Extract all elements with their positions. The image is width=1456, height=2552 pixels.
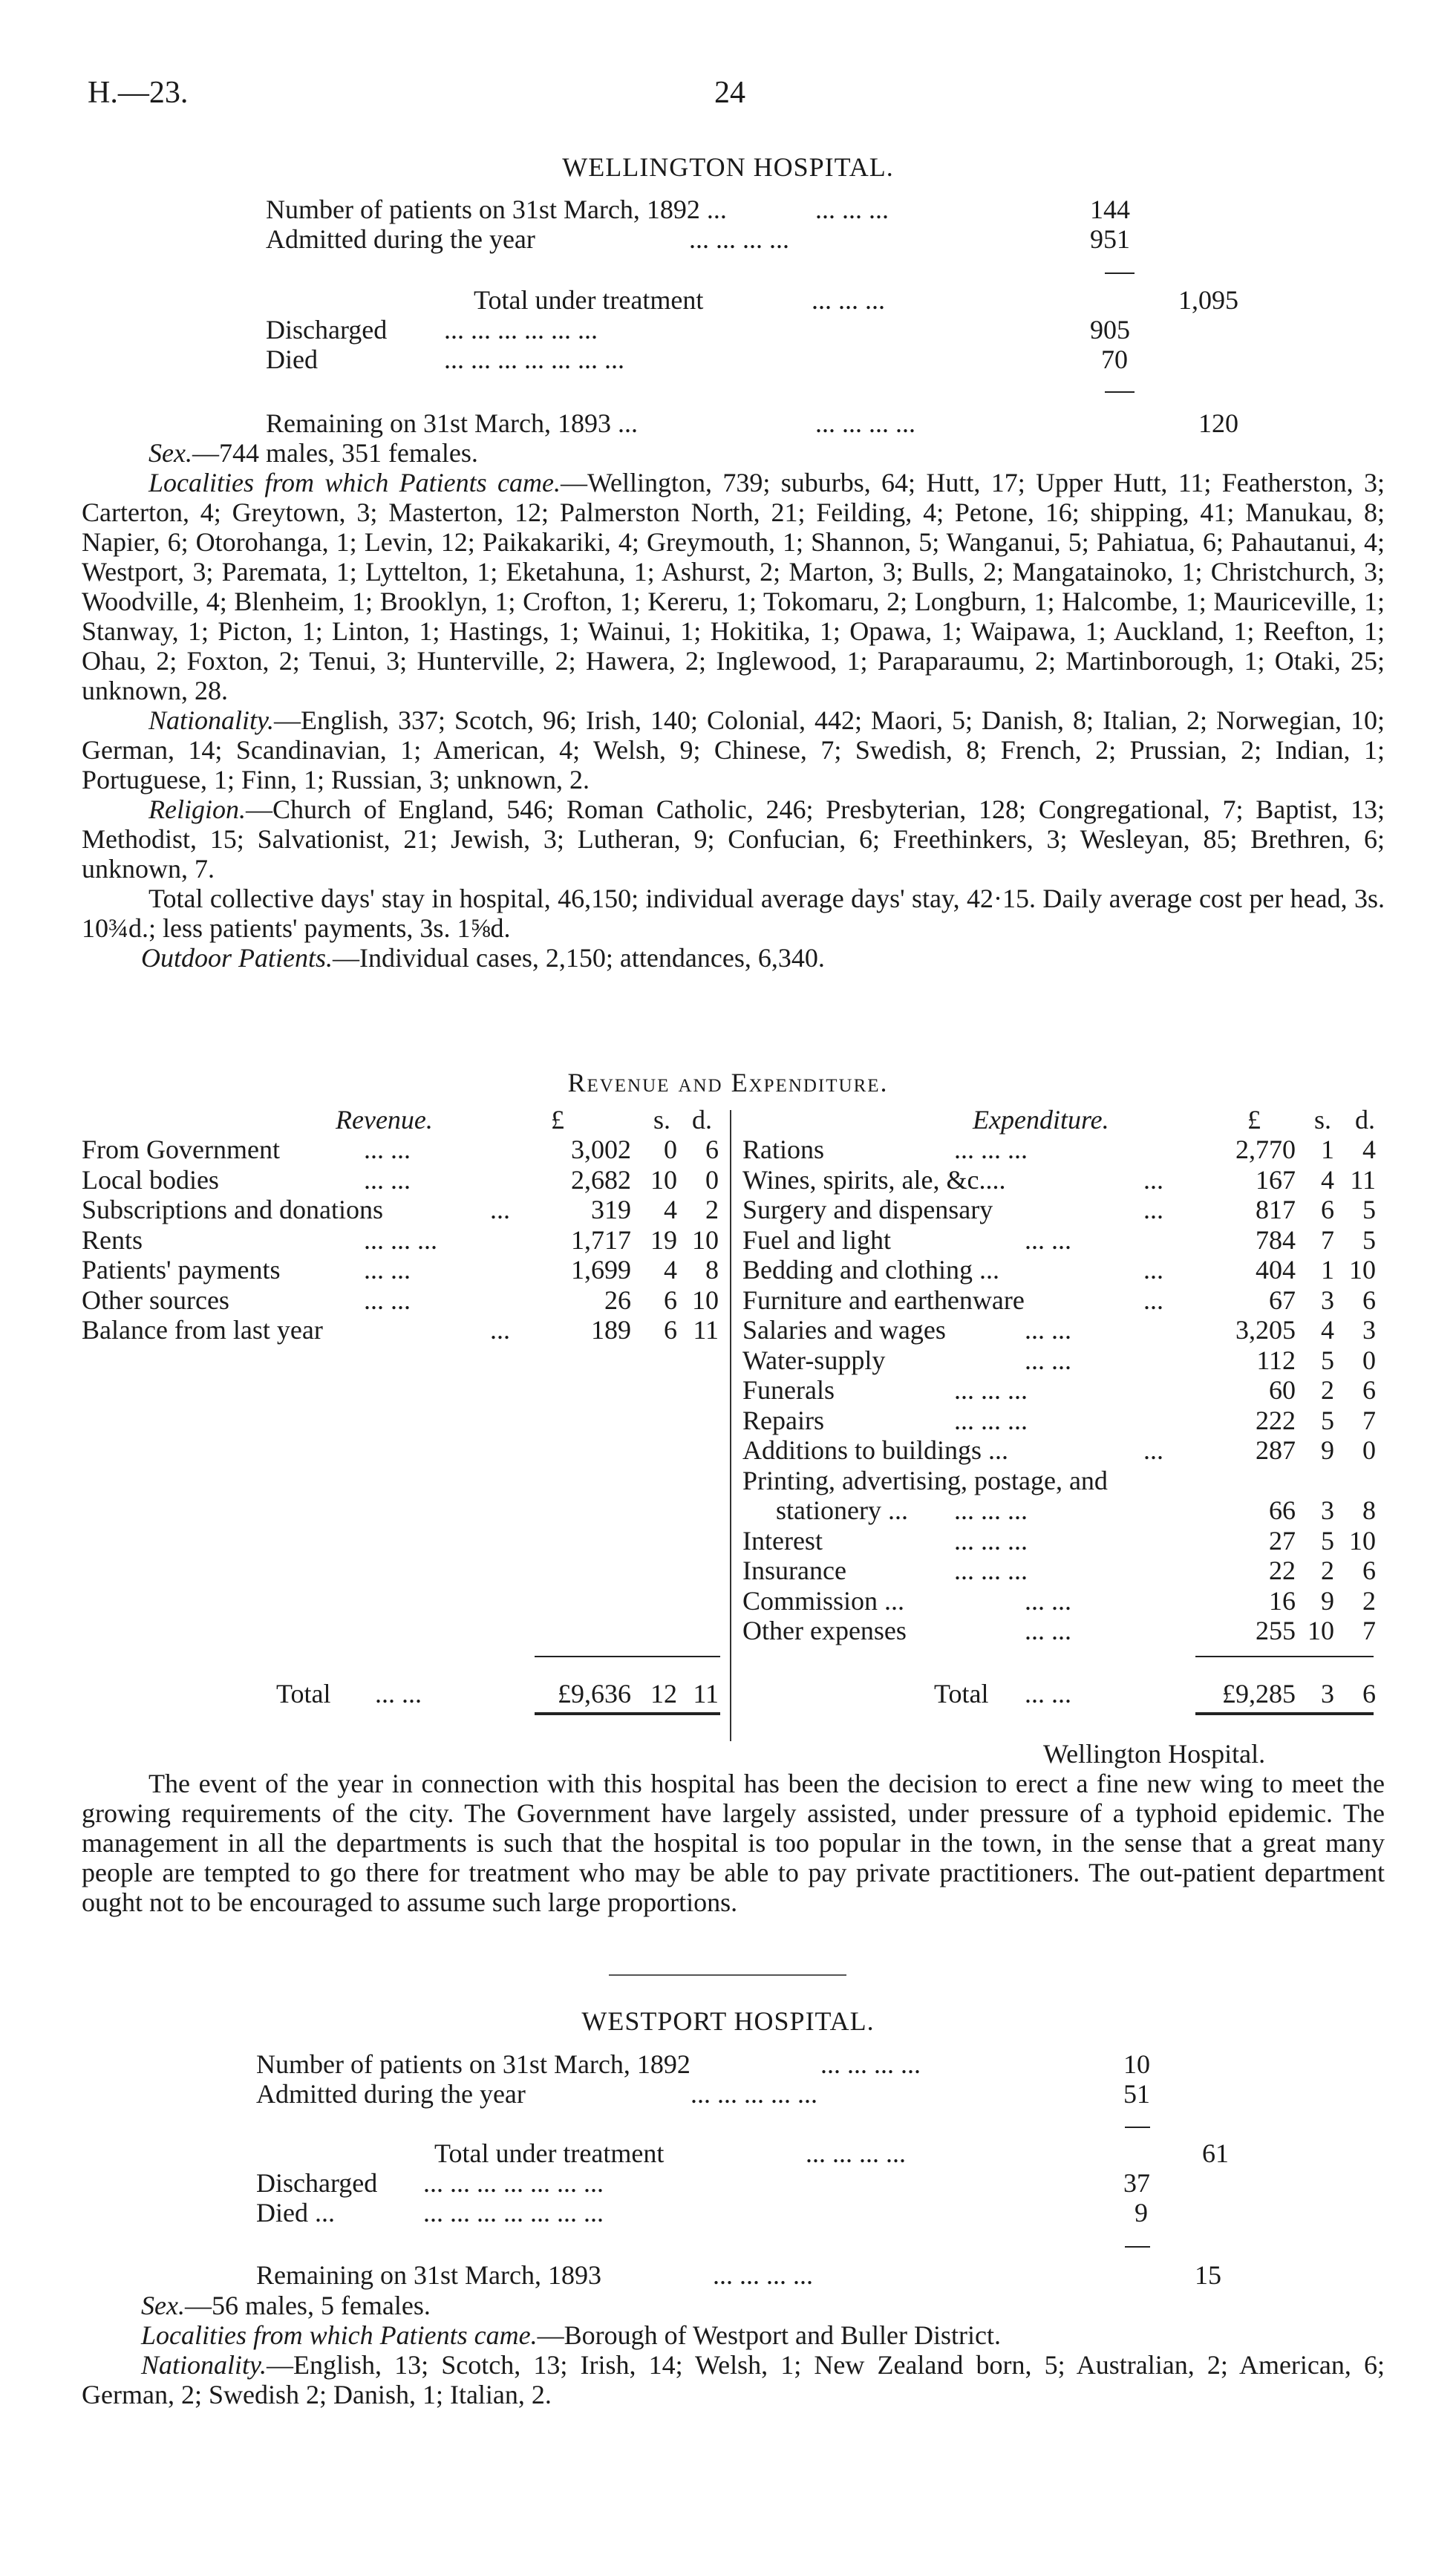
stat-leader-dots: ... ... ... ... ... ... (444, 315, 598, 345)
expenditure-pounds: 222 (1256, 1405, 1296, 1435)
expenditure-item: Interest (742, 1525, 823, 1556)
expenditure-pounds: 784 (1256, 1224, 1296, 1255)
expenditure-item: Bedding and clothing ... (742, 1255, 999, 1285)
revenue-pounds: 1,699 (571, 1255, 631, 1285)
total-pounds: £9,636 (558, 1679, 631, 1709)
revenue-leader-dots: ... ... (364, 1255, 411, 1285)
expenditure-shillings: 5 (1321, 1405, 1334, 1435)
expenditure-row (0, 1435, 1456, 1465)
expenditure-item: stationery ... (776, 1495, 908, 1525)
revenue-double-rule (535, 1712, 720, 1715)
expenditure-item: Fuel and light (742, 1224, 891, 1255)
expenditure-row (0, 1255, 1456, 1285)
total-pence: 6 (1362, 1679, 1376, 1709)
revenue-leader-dots: ... (490, 1195, 510, 1224)
westport-details (82, 2291, 1385, 2409)
total-pounds: £9,285 (1222, 1679, 1296, 1709)
localities-text: —Borough of Westport and Buller District. (537, 2320, 1001, 2350)
stat-leader-dots: ... ... ... ... ... (691, 2079, 817, 2109)
expenditure-pence: 4 (1362, 1135, 1376, 1164)
expenditure-pounds: 3,205 (1235, 1315, 1296, 1345)
revenue-pounds: 1,717 (571, 1224, 631, 1255)
revenue-pounds: 26 (604, 1285, 631, 1315)
expenditure-leader-dots: ... (1143, 1435, 1163, 1465)
expenditure-leader-dots: ... ... ... (954, 1135, 1028, 1164)
total-dots: ... ... (375, 1679, 422, 1709)
expenditure-shillings: 4 (1321, 1315, 1334, 1345)
expenditure-row (0, 1285, 1456, 1315)
revenue-item: Balance from last year (82, 1315, 323, 1345)
stat-leader-dots: ... ... ... ... (806, 2138, 906, 2168)
stat-label: Discharged (256, 2168, 378, 2198)
expenditure-item: Commission ... (742, 1585, 905, 1616)
expenditure-shillings: 9 (1321, 1585, 1334, 1616)
expenditure-leader-dots: ... ... (1025, 1585, 1071, 1616)
stat-label: Died ... (256, 2198, 335, 2228)
revenue-leader-dots: ... ... (364, 1164, 411, 1195)
expenditure-pounds: 287 (1256, 1435, 1296, 1465)
expenditure-leader-dots: ... ... ... (954, 1405, 1028, 1435)
stay-paragraph: Total collective days' stay in hospital, 46,150; individual average days' stay, 42·15. Daily average cost per head, 3s. 10¾d.; less patients' payments, 3s. 1⅝d. (82, 884, 1385, 943)
localities-label: Localities from which Patients came. (141, 2320, 538, 2350)
stat-leader-dots: ... ... ... ... ... ... ... (423, 2198, 604, 2228)
stat-leader-dots: ... ... ... (812, 285, 885, 315)
expenditure-shillings: 9 (1321, 1435, 1334, 1465)
stat-label: Discharged (266, 315, 388, 345)
expenditure-double-rule (1195, 1712, 1374, 1715)
westport-hospital-title: WESTPORT HOSPITAL. (581, 2006, 875, 2036)
stat-total: 15 (1195, 2260, 1221, 2290)
sex-text: —744 males, 351 females. (192, 438, 478, 468)
nationality-paragraph (82, 2350, 1385, 2409)
stat-label: Total under treatment (434, 2138, 665, 2168)
col-pence: d. (1355, 1105, 1375, 1135)
revenue-leader-dots: ... ... (364, 1285, 411, 1315)
revenue-pence: 11 (693, 1315, 719, 1345)
expenditure-pence: 6 (1362, 1375, 1376, 1405)
revenue-item: Local bodies (82, 1164, 219, 1195)
stat-value: 951 (1090, 224, 1130, 254)
stat-leader-dots: ... ... ... ... ... ... ... (423, 2168, 604, 2198)
expenditure-pence: 7 (1362, 1616, 1376, 1645)
expenditure-leader-dots: ... ... ... (954, 1375, 1028, 1405)
revenue-item: Other sources (82, 1285, 229, 1315)
col-pounds: £ (551, 1105, 564, 1135)
expenditure-pounds: 16 (1269, 1585, 1296, 1616)
revenue-pounds: 319 (591, 1195, 631, 1224)
revenue-shillings: 19 (650, 1224, 677, 1255)
expenditure-pence: 0 (1362, 1345, 1376, 1375)
expenditure-pounds: 66 (1269, 1495, 1296, 1525)
stat-value: 9 (1135, 2198, 1148, 2228)
revenue-shillings: 6 (664, 1315, 677, 1345)
expenditure-item: Surgery and dispensary (742, 1195, 993, 1224)
nationality-text: —English, 13; Scotch, 13; Irish, 14; Welsh, 1; New Zealand born, 5; Australian, 2; American, 6; German, 2; Swedish 2; Danish, 1; Italian, 2. (82, 2350, 1385, 2409)
expenditure-shillings: 3 (1321, 1285, 1334, 1315)
expenditure-item: Furniture and earthenware (742, 1285, 1025, 1315)
expenditure-pence: 2 (1362, 1585, 1376, 1616)
revenue-total-row (0, 1679, 1456, 1709)
expenditure-pence: 10 (1349, 1255, 1376, 1285)
total-dots: ... ... (1025, 1679, 1071, 1709)
sex-paragraph (82, 2291, 1385, 2320)
revenue-pounds: 189 (591, 1315, 631, 1345)
sex-text: —56 males, 5 females. (184, 2291, 431, 2320)
revenue-leader-dots: ... ... ... (364, 1224, 437, 1255)
total-shillings: 3 (1321, 1679, 1334, 1709)
stat-value: 905 (1090, 315, 1130, 345)
expenditure-item: Wines, spirits, ale, &c.... (742, 1164, 1006, 1195)
expenditure-pounds: 112 (1256, 1345, 1296, 1375)
revenue-item: From Government (82, 1135, 280, 1164)
revenue-item: Subscriptions and donations (82, 1195, 383, 1224)
revenue-item: Rents (82, 1224, 143, 1255)
religion-label: Religion. (148, 794, 246, 824)
stat-value: 10 (1123, 2049, 1150, 2079)
stat-label: Number of patients on 31st March, 1892 ... (266, 195, 727, 224)
sex-label: Sex. (148, 438, 192, 468)
expenditure-pounds: 404 (1256, 1255, 1296, 1285)
stat-total: 120 (1198, 408, 1238, 438)
nationality-label: Nationality. (148, 705, 275, 735)
stat-label: Died (266, 345, 318, 374)
stat-row (256, 2260, 1236, 2290)
expenditure-row (0, 1135, 1456, 1164)
finance-heading: Revenue and Expenditure. (567, 1068, 889, 1097)
expenditure-leader-dots: ... ... (1025, 1345, 1071, 1375)
religion-text: —Church of England, 546; Roman Catholic, 246; Presbyterian, 128; Congregational, 7; Baptist, 13; Methodist, 15; Salvationist, 21; Jewish, 3; Lutheran, 9; Confucian, 6; Freethinkers, 3; Wesleyan, 85; Brethren, 6; unknown, 7. (82, 794, 1385, 884)
total-label: Total (276, 1679, 331, 1709)
total-label: Total (934, 1679, 989, 1709)
expenditure-row (0, 1375, 1456, 1405)
stat-row (256, 2049, 1236, 2079)
expenditure-pounds: 2,770 (1235, 1135, 1296, 1164)
stat-total: 61 (1202, 2138, 1229, 2168)
col-shillings: s. (1314, 1105, 1332, 1135)
expenditure-row (0, 1466, 1456, 1495)
expenditure-pence: 7 (1362, 1405, 1376, 1435)
expenditure-shillings: 5 (1321, 1525, 1334, 1556)
revenue-pence: 0 (705, 1164, 719, 1195)
expenditure-item: Rations (742, 1135, 825, 1164)
expenditure-pence: 8 (1362, 1495, 1376, 1525)
expenditure-leader-dots: ... (1143, 1285, 1163, 1315)
revenue-pence: 2 (705, 1195, 719, 1224)
expenditure-row (0, 1495, 1456, 1525)
revenue-shillings: 0 (664, 1135, 677, 1164)
column-divider (730, 1110, 731, 1741)
expenditure-pounds: 255 (1256, 1616, 1296, 1645)
expenditure-row (0, 1195, 1456, 1224)
stat-leader-dots: ... ... ... ... (820, 2049, 921, 2079)
report-reference: H.—23. (88, 76, 189, 110)
revenue-total-rule (535, 1656, 720, 1657)
outdoor-text: —Individual cases, 2,150; attendances, 6,340. (333, 943, 825, 973)
revenue-shillings: 10 (650, 1164, 677, 1195)
expenditure-item: Other expenses (742, 1616, 907, 1645)
revenue-shillings: 4 (664, 1255, 677, 1285)
sum-rule (1125, 2246, 1150, 2248)
expenditure-pounds: 22 (1269, 1556, 1296, 1585)
col-pence: d. (692, 1105, 712, 1135)
sex-label: Sex. (141, 2291, 185, 2320)
col-pounds: £ (1247, 1105, 1261, 1135)
expenditure-leader-dots: ... (1143, 1255, 1163, 1285)
revenue-pounds: 2,682 (571, 1164, 631, 1195)
expenditure-leader-dots: ... (1143, 1195, 1163, 1224)
stat-row (256, 2079, 1236, 2109)
expenditure-row (0, 1225, 1456, 1255)
revenue-pence: 6 (705, 1135, 719, 1164)
expenditure-shillings: 1 (1321, 1255, 1334, 1285)
expenditure-item: Salaries and wages (742, 1315, 946, 1345)
expenditure-leader-dots: ... ... (1025, 1315, 1071, 1345)
stat-value: 70 (1101, 345, 1128, 374)
expenditure-item: Printing, advertising, postage, and (742, 1465, 1108, 1495)
expenditure-pence: 10 (1349, 1525, 1376, 1556)
expenditure-total-rule (1195, 1656, 1374, 1657)
localities-text: —Wellington, 739; suburbs, 64; Hutt, 17; Upper Hutt, 11; Featherston, 3; Carterton, 4; Greytown, 3; Masterton, 12; Palmerston North, 21; Feilding, 4; Petone, 16; shipping, 41; Manukau, 8; Napier, 6; Otorohanga, 1; Levin, 12; Paikakariki, 4; Greymouth, 1; Shannon, 5; Wanganui, 5; Pahiatua, 6; Pahautanui, 4; Westport, 3; Paremata, 1; Lyttelton, 1; Eketahuna, 1; Ashurst, 2; Marton, 3; Bulls, 2; Mangatainoko, 1; Christchurch, 3; Woodville, 4; Blenheim, 1; Brooklyn, 1; Crofton, 1; Kereru, 1; Tokomaru, 2; Longburn, 1; Halcombe, 1; Mauriceville, 1; Stanway, 1; Picton, 1; Linton, 1; Hastings, 1; Wainui, 1; Hokitika, 1; Opawa, 1; Waipawa, 1; Auckland, 1; Reefton, 1; Ohau, 2; Foxton, 2; Tenui, 3; Hunterville, 2; Hawera, 2; Inglewood, 1; Paraparaumu, 2; Martinborough, 1; Otaki, 25; unknown, 28. (82, 468, 1385, 705)
stat-label: Number of patients on 31st March, 1892 (256, 2049, 691, 2079)
localities-label: Localities from which Patients came. (148, 468, 561, 497)
expenditure-shillings: 3 (1321, 1495, 1334, 1525)
expenditure-shillings: 10 (1308, 1616, 1334, 1645)
expenditure-pounds: 67 (1269, 1285, 1296, 1315)
signature: Wellington Hospital. (1043, 1739, 1266, 1769)
stat-value: 37 (1123, 2168, 1150, 2198)
expenditure-pence: 6 (1362, 1285, 1376, 1315)
stat-label: Total under treatment (474, 285, 704, 315)
stat-label: Admitted during the year (256, 2079, 526, 2109)
stat-row (256, 2198, 1236, 2228)
stat-label: Remaining on 31st March, 1893 (256, 2260, 601, 2290)
revenue-item: Patients' payments (82, 1255, 281, 1285)
expenditure-pence: 0 (1362, 1435, 1376, 1465)
revenue-pounds: 3,002 (571, 1135, 631, 1164)
expenditure-item: Repairs (742, 1405, 824, 1435)
expenditure-shillings: 6 (1321, 1195, 1334, 1224)
expenditure-row (0, 1526, 1456, 1556)
finance-header-row (0, 1105, 1456, 1135)
expenditure-pence: 5 (1362, 1224, 1376, 1255)
expenditure-row (0, 1165, 1456, 1195)
expenditure-leader-dots: ... ... (1025, 1616, 1071, 1645)
expenditure-row (0, 1556, 1456, 1585)
total-shillings: 12 (650, 1679, 677, 1709)
expenditure-row (0, 1315, 1456, 1345)
expenditure-pence: 6 (1362, 1556, 1376, 1585)
expenditure-item: Additions to buildings ... (742, 1435, 1009, 1465)
expenditure-shillings: 2 (1321, 1556, 1334, 1585)
section-divider (609, 1974, 846, 1976)
expenditure-pounds: 167 (1256, 1164, 1296, 1195)
stat-label: Remaining on 31st March, 1893 ... (266, 408, 638, 438)
expenditure-pounds: 27 (1269, 1525, 1296, 1556)
expenditure-pounds: 817 (1256, 1195, 1296, 1224)
revenue-leader-dots: ... (490, 1315, 510, 1345)
expenditure-pounds: 60 (1269, 1375, 1296, 1405)
stat-value: 51 (1123, 2079, 1150, 2109)
stat-row (256, 2138, 1236, 2168)
expenditure-item: Water-supply (742, 1345, 886, 1375)
revenue-pence: 8 (705, 1255, 719, 1285)
revenue-leader-dots: ... ... (364, 1135, 411, 1164)
expenditure-leader-dots: ... (1143, 1164, 1163, 1195)
sum-rule (1125, 2127, 1150, 2128)
expenditure-item: Funerals (742, 1375, 835, 1405)
revenue-shillings: 6 (664, 1285, 677, 1315)
expenditure-leader-dots: ... ... ... (954, 1525, 1028, 1556)
expenditure-pence: 11 (1350, 1164, 1376, 1195)
expenditure-row (0, 1345, 1456, 1375)
wellington-hospital-title: WELLINGTON HOSPITAL. (562, 152, 894, 182)
expenditure-row (0, 1406, 1456, 1435)
total-pence: 11 (693, 1679, 719, 1709)
stat-leader-dots: ... ... ... ... ... ... ... (444, 345, 624, 374)
expenditure-heading: Expenditure. (973, 1105, 1109, 1135)
expenditure-shillings: 5 (1321, 1345, 1334, 1375)
expenditure-item: Insurance (742, 1556, 846, 1585)
col-shillings: s. (653, 1105, 671, 1135)
expenditure-leader-dots: ... ... ... (954, 1495, 1028, 1525)
revenue-shillings: 4 (664, 1195, 677, 1224)
nationality-text: —English, 337; Scotch, 96; Irish, 140; Colonial, 442; Maori, 5; Danish, 8; Italian, 2; Norwegian, 10; German, 14; Scandinavian, 1; American, 4; Welsh, 9; Chinese, 7; Swedish, 8; French, 2; Prussian, 2; Indian, 1; Portuguese, 1; Finn, 1; Russian, 3; unknown, 2. (82, 705, 1385, 794)
stat-leader-dots: ... ... ... ... (815, 408, 915, 438)
revenue-pence: 10 (692, 1285, 719, 1315)
nationality-label: Nationality. (141, 2350, 267, 2380)
expenditure-shillings: 4 (1321, 1164, 1334, 1195)
stat-row (256, 2168, 1236, 2198)
localities-paragraph (82, 2320, 1385, 2350)
expenditure-shillings: 1 (1321, 1135, 1334, 1164)
revenue-heading: Revenue. (336, 1105, 433, 1135)
page-number: 24 (714, 76, 745, 110)
expenditure-pence: 3 (1362, 1315, 1376, 1345)
expenditure-shillings: 7 (1321, 1224, 1334, 1255)
stat-leader-dots: ... ... ... (815, 195, 889, 224)
stat-label: Admitted during the year (266, 224, 535, 254)
expenditure-row (0, 1586, 1456, 1616)
expenditure-leader-dots: ... ... ... (954, 1556, 1028, 1585)
stat-total: 1,095 (1178, 285, 1238, 315)
remarks-paragraph: The event of the year in connection with this hospital has been the decision to erect a fine new wing to meet the growing requirements of the city. The Government have largely assisted, under pressure of a typhoid epidemic. The management in all the departments is such that the hospital is too popular in the town, in the sense that a great many people are tempted to go there for treatment who may be able to pay private practitioners. The out-patient department ought not to be encouraged to assume such large proportions. (82, 1769, 1385, 1917)
stat-leader-dots: ... ... ... ... (689, 224, 789, 254)
outdoor-label: Outdoor Patients. (141, 943, 333, 973)
expenditure-shillings: 2 (1321, 1375, 1334, 1405)
wellington-remarks (82, 1769, 1385, 1917)
expenditure-pence: 5 (1362, 1195, 1376, 1224)
stat-value: 144 (1090, 195, 1130, 224)
revenue-pence: 10 (692, 1224, 719, 1255)
expenditure-leader-dots: ... ... (1025, 1224, 1071, 1255)
stat-leader-dots: ... ... ... ... (713, 2260, 813, 2290)
expenditure-row (0, 1616, 1456, 1645)
